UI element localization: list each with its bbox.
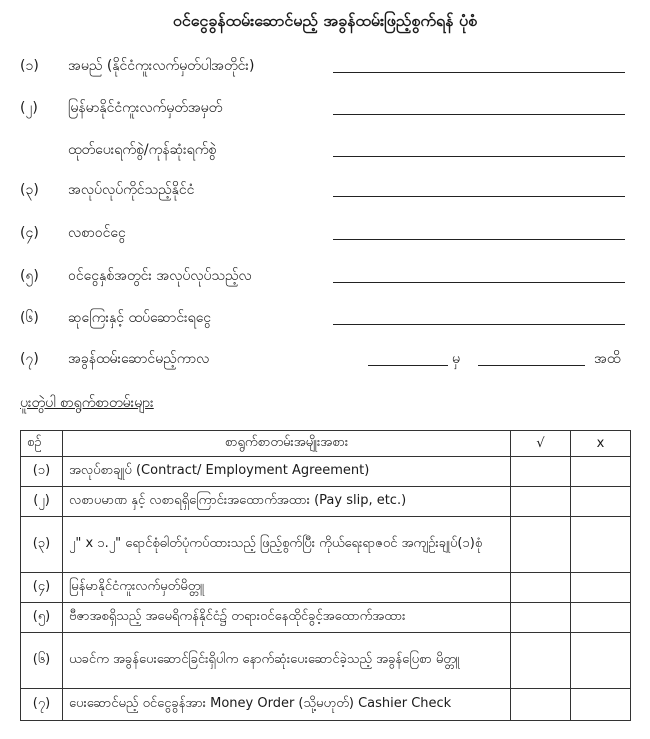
field-label: အမည် (နိုင်ငံကူးလက်မှတ်ပါအတိုင်း) bbox=[68, 58, 255, 74]
field-working-months bbox=[0, 262, 650, 292]
cross-cell[interactable] bbox=[571, 457, 631, 487]
field-label: လစာဝင်ငွေ bbox=[68, 225, 126, 241]
field-issue-expiry-date bbox=[0, 136, 650, 166]
field-number: (၁) bbox=[20, 58, 39, 74]
form-title: ဝင်ငွေခွန်ထမ်းဆောင်မည့် အခွန်ထမ်းဖြည့်စွက်ရန် ပုံစံ bbox=[172, 11, 478, 30]
table-row bbox=[21, 457, 631, 487]
field-label: အခွန်ထမ်းဆောင်မည့်ကာလ bbox=[68, 351, 210, 367]
check-cell[interactable] bbox=[511, 517, 571, 573]
table-row bbox=[21, 689, 631, 721]
field-tax-period bbox=[0, 345, 650, 375]
field-number: (၂) bbox=[20, 100, 38, 116]
table-row bbox=[21, 487, 631, 517]
row-number: (၅) bbox=[21, 603, 63, 633]
cross-cell[interactable] bbox=[571, 633, 631, 689]
table-header-row bbox=[21, 431, 631, 457]
header-no: စဉ် bbox=[21, 431, 63, 457]
period-from-input-line[interactable] bbox=[368, 365, 448, 366]
cross-cell[interactable] bbox=[571, 689, 631, 721]
field-label: ထုတ်ပေးရက်စွဲ/ကုန်ဆုံးရက်စွဲ bbox=[68, 142, 217, 158]
field-label: ဆုကြေးနှင့် ထပ်ဆောင်းရငွေ bbox=[68, 310, 212, 326]
bonus-input-line[interactable] bbox=[333, 324, 625, 325]
check-cell[interactable] bbox=[511, 633, 571, 689]
cross-cell[interactable] bbox=[571, 487, 631, 517]
issue-expiry-input-line[interactable] bbox=[333, 156, 625, 157]
period-from-text: မှ bbox=[452, 351, 460, 367]
cross-cell[interactable] bbox=[571, 603, 631, 633]
cross-cell[interactable] bbox=[571, 517, 631, 573]
field-number: (၃) bbox=[20, 182, 39, 198]
check-cell[interactable] bbox=[511, 487, 571, 517]
row-number: (၄) bbox=[21, 573, 63, 603]
field-label: ဝင်ငွေနှစ်အတွင်း အလုပ်လုပ်သည့်လ bbox=[68, 268, 252, 284]
field-label: မြန်မာနိုင်ငံကူးလက်မှတ်အမှတ် bbox=[68, 100, 223, 116]
row-number: (၂) bbox=[21, 487, 63, 517]
check-cell[interactable] bbox=[511, 573, 571, 603]
field-work-country bbox=[0, 176, 650, 206]
row-document: လစာပမာဏ နှင့် လစာရရှိကြောင်းအထောက်အထား (Pay slip, etc.) bbox=[63, 487, 511, 517]
field-salary bbox=[0, 219, 650, 249]
working-months-input-line[interactable] bbox=[333, 282, 625, 283]
row-document: အလုပ်စာချုပ် (Contract/ Employment Agreement) bbox=[63, 457, 511, 487]
row-document: မြန်မာနိုင်ငံကူးလက်မှတ်မိတ္တူ bbox=[63, 573, 511, 603]
attachments-heading: ပူးတွဲပါ စာရွက်စာတမ်းများ bbox=[20, 395, 154, 411]
row-document: ဗီဇာအစရှိသည့် အမေရိကန်နိုင်ငံ၌ တရားဝင်နေထိုင်ခွင့်အထောက်အထား bbox=[63, 603, 511, 633]
work-country-input-line[interactable] bbox=[333, 196, 625, 197]
header-document-type: စာရွက်စာတမ်းအမျိုးအစား bbox=[63, 431, 511, 457]
table-row bbox=[21, 603, 631, 633]
row-document: ပေးဆောင်မည့် ဝင်ငွေခွန်အား Money Order (သို့မဟုတ်) Cashier Check bbox=[63, 689, 511, 721]
cross-cell[interactable] bbox=[571, 573, 631, 603]
field-number: (၄) bbox=[20, 225, 39, 241]
row-document: ယခင်က အခွန်ပေးဆောင်ခြင်းရှိပါက နောက်ဆုံးပေးဆောင်ခဲ့သည့် အခွန်ပြေစာ မိတ္တူ bbox=[63, 633, 511, 689]
field-label: အလုပ်လုပ်ကိုင်သည့်နိုင်ငံ bbox=[68, 182, 195, 198]
field-number: (၇) bbox=[20, 351, 39, 367]
row-number: (၆) bbox=[21, 633, 63, 689]
check-cell[interactable] bbox=[511, 457, 571, 487]
check-cell[interactable] bbox=[511, 689, 571, 721]
row-document: ၂" x ၁.၂" ရောင်စုံဓါတ်ပုံကပ်ထားသည့် ဖြည့်စွက်ပြီး ကိုယ်ရေးရာဇဝင် အကျဉ်းချုပ်(၁)စုံ bbox=[63, 517, 511, 573]
table-row bbox=[21, 573, 631, 603]
check-cell[interactable] bbox=[511, 603, 571, 633]
salary-input-line[interactable] bbox=[333, 239, 625, 240]
name-input-line[interactable] bbox=[333, 72, 625, 73]
row-number: (၁) bbox=[21, 457, 63, 487]
table-row bbox=[21, 517, 631, 573]
table-row bbox=[21, 633, 631, 689]
field-passport-number bbox=[0, 94, 650, 124]
field-bonus bbox=[0, 304, 650, 334]
header-check: √ bbox=[511, 431, 571, 457]
attachments-table bbox=[20, 430, 631, 721]
passport-number-input-line[interactable] bbox=[333, 114, 625, 115]
row-number: (၇) bbox=[21, 689, 63, 721]
field-number: (၅) bbox=[20, 268, 39, 284]
field-name bbox=[0, 52, 650, 82]
field-number: (၆) bbox=[20, 310, 39, 326]
period-to-input-line[interactable] bbox=[478, 365, 585, 366]
header-cross: x bbox=[571, 431, 631, 457]
period-to-text: အထိ bbox=[594, 351, 621, 367]
row-number: (၃) bbox=[21, 517, 63, 573]
